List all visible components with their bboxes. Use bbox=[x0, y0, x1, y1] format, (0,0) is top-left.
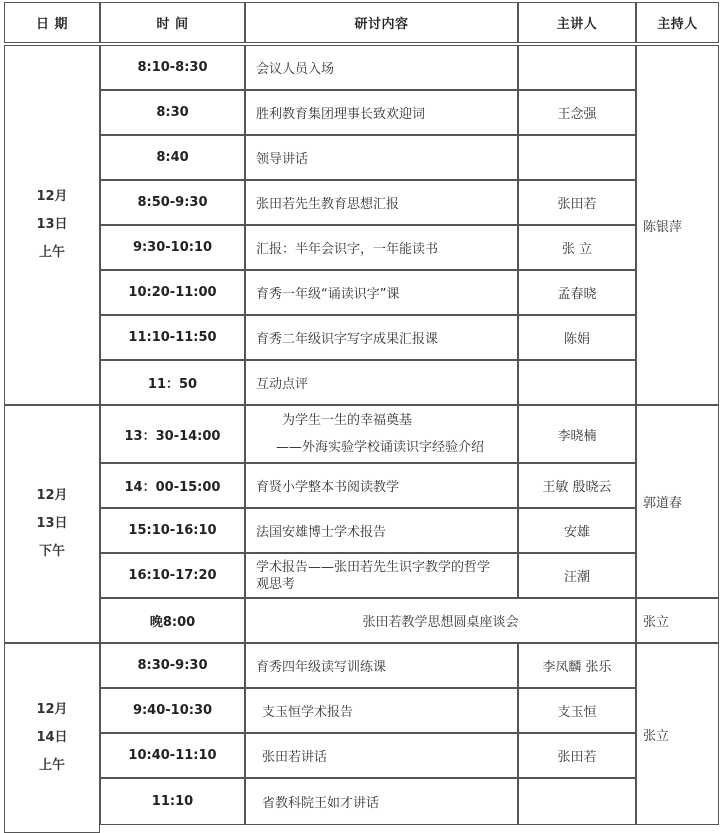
content-cell: 育秀一年级“诵读识字”课 bbox=[245, 270, 518, 315]
date-line: 上午 bbox=[38, 245, 65, 260]
date-line: 13日 bbox=[36, 217, 68, 232]
time-cell: 15:10-16:10 bbox=[100, 508, 245, 553]
content-cell: 法国安雄博士学术报告 bbox=[245, 508, 518, 553]
content-cell: 互动点评 bbox=[245, 360, 518, 405]
date-line: 12月 bbox=[36, 189, 68, 204]
speaker-cell: 李凤麟 张乐 bbox=[518, 643, 636, 688]
content-cell: 会议人员入场 bbox=[245, 45, 518, 90]
content-line: 学术报告——张田若先生识字教学的哲学 bbox=[256, 559, 491, 575]
content-cell: 育贤小学整本书阅读教学 bbox=[245, 463, 518, 508]
header-speaker: 主讲人 bbox=[518, 2, 636, 43]
time-cell: 13：30-14:00 bbox=[100, 405, 245, 463]
content-cell: 胜利教育集团理事长致欢迎词 bbox=[245, 90, 518, 135]
speaker-cell: 安雄 bbox=[518, 508, 636, 553]
speaker-cell: 汪潮 bbox=[518, 553, 636, 598]
time-cell: 10:40-11:10 bbox=[100, 733, 245, 778]
date-line: 14日 bbox=[36, 730, 68, 745]
date-cell-morning-13 bbox=[4, 45, 100, 405]
content-cell: 张田若讲话 bbox=[245, 733, 518, 778]
time-cell: 11：50 bbox=[100, 360, 245, 405]
time-cell: 14：00-15:00 bbox=[100, 463, 245, 508]
speaker-cell: 张田若 bbox=[518, 733, 636, 778]
host-cell: 陈银萍 bbox=[636, 45, 719, 405]
speaker-cell: 陈娟 bbox=[518, 315, 636, 360]
content-cell: 育秀四年级读写训练课 bbox=[245, 643, 518, 688]
speaker-cell bbox=[518, 360, 636, 405]
time-cell: 11:10-11:50 bbox=[100, 315, 245, 360]
time-cell: 8:10-8:30 bbox=[100, 45, 245, 90]
date-line: 12月 bbox=[36, 488, 68, 503]
speaker-cell: 李晓楠 bbox=[518, 405, 636, 463]
content-cell-merged: 张田若教学思想圆桌座谈会 bbox=[245, 598, 636, 643]
host-cell: 张立 bbox=[636, 643, 719, 825]
time-cell: 8:30-9:30 bbox=[100, 643, 245, 688]
time-cell: 9:40-10:30 bbox=[100, 688, 245, 733]
speaker-cell: 张田若 bbox=[518, 180, 636, 225]
date-cell-morning-14 bbox=[4, 643, 100, 833]
content-cell: 育秀二年级识字写字成果汇报课 bbox=[245, 315, 518, 360]
header-date: 日 期 bbox=[4, 2, 100, 43]
speaker-cell: 张 立 bbox=[518, 225, 636, 270]
date-line: 上午 bbox=[38, 758, 65, 773]
content-cell: 领导讲话 bbox=[245, 135, 518, 180]
content-cell: 省教科院王如才讲话 bbox=[245, 778, 518, 825]
time-cell: 9:30-10:10 bbox=[100, 225, 245, 270]
time-cell: 10:20-11:00 bbox=[100, 270, 245, 315]
time-cell: 16:10-17:20 bbox=[100, 553, 245, 598]
header-content: 研讨内容 bbox=[245, 2, 518, 43]
speaker-cell bbox=[518, 135, 636, 180]
speaker-cell bbox=[518, 778, 636, 825]
time-cell: 11:10 bbox=[100, 778, 245, 825]
content-line: 观思考 bbox=[256, 576, 296, 592]
time-cell: 8:40 bbox=[100, 135, 245, 180]
speaker-cell bbox=[518, 45, 636, 90]
time-cell: 8:50-9:30 bbox=[100, 180, 245, 225]
content-line: ——外海实验学校诵读识字经验介绍 bbox=[276, 440, 485, 455]
time-cell: 晚8:00 bbox=[100, 598, 245, 643]
date-line: 下午 bbox=[38, 544, 65, 559]
date-cell-afternoon-13 bbox=[4, 405, 100, 643]
header-host: 主持人 bbox=[636, 2, 719, 43]
time-cell: 8:30 bbox=[100, 90, 245, 135]
speaker-cell: 王念强 bbox=[518, 90, 636, 135]
content-cell: 张田若先生教育思想汇报 bbox=[245, 180, 518, 225]
speaker-cell: 支玉恒 bbox=[518, 688, 636, 733]
content-cell bbox=[245, 405, 518, 463]
content-cell: 支玉恒学术报告 bbox=[245, 688, 518, 733]
content-cell: 汇报：半年会识字，一年能读书 bbox=[245, 225, 518, 270]
host-cell: 张立 bbox=[636, 598, 719, 643]
host-cell: 郭道春 bbox=[636, 405, 719, 598]
speaker-cell: 孟春晓 bbox=[518, 270, 636, 315]
header-time: 时 间 bbox=[100, 2, 245, 43]
speaker-cell: 王敏 殷晓云 bbox=[518, 463, 636, 508]
content-cell bbox=[245, 553, 518, 598]
content-line: 为学生一生的幸福奠基 bbox=[282, 413, 413, 428]
date-line: 12月 bbox=[36, 702, 68, 717]
date-line: 13日 bbox=[36, 516, 68, 531]
